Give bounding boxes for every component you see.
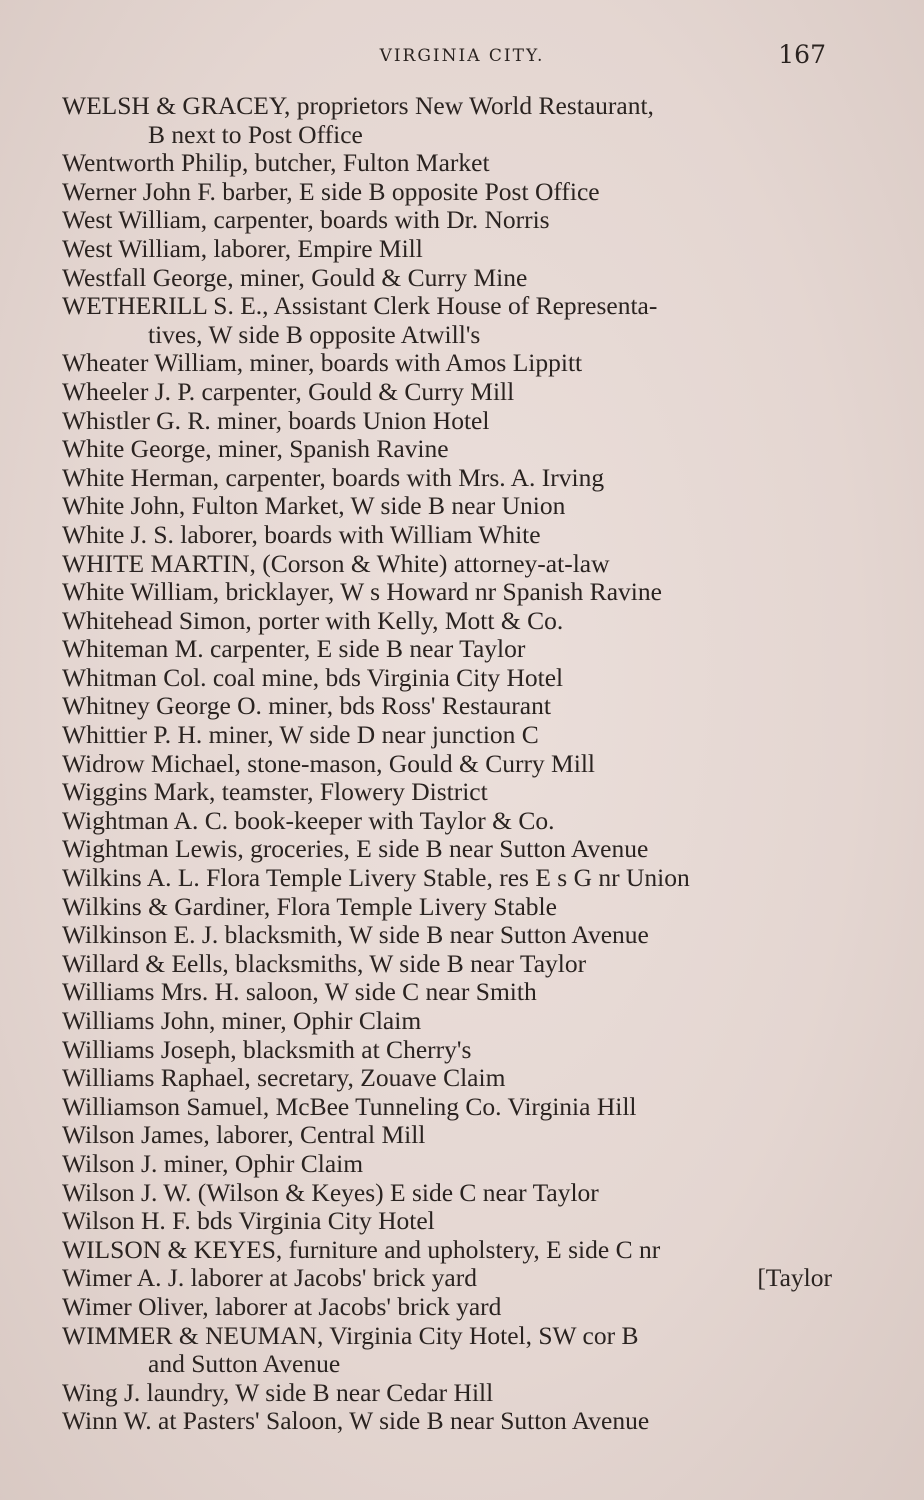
directory-entry: WIMMER & NEUMAN, Virginia City Hotel, SW cor B bbox=[62, 1320, 639, 1350]
directory-entry: WETHERILL S. E., Assistant Clerk House of Representa- bbox=[62, 291, 658, 321]
directory-entry: Whitman Col. coal mine, bds Virginia City Hotel bbox=[62, 662, 564, 692]
directory-entry-continuation: B next to Post Office bbox=[148, 119, 363, 149]
directory-entry: West William, carpenter, boards with Dr. Norris bbox=[62, 205, 550, 235]
directory-entry: Wilson H. F. bds Virginia City Hotel bbox=[62, 1206, 435, 1236]
directory-entry: Wheater William, miner, boards with Amos Lippitt bbox=[62, 348, 583, 378]
directory-entry: Wilkins & Gardiner, Flora Temple Livery Stable bbox=[62, 891, 557, 921]
directory-entry: Whittier P. H. miner, W side D near junction C bbox=[62, 720, 539, 750]
directory-entry: Werner John F. barber, E side B opposite Post Office bbox=[62, 176, 600, 206]
running-head: VIRGINIA CITY. bbox=[379, 46, 545, 66]
directory-entry-text: Wimer A. J. laborer at Jacobs' brick yard bbox=[62, 1263, 477, 1293]
directory-entry: White John, Fulton Market, W side B near Union bbox=[62, 491, 566, 521]
directory-entry: Williams Mrs. H. saloon, W side C near Smith bbox=[62, 977, 537, 1007]
directory-entry: Williams Raphael, secretary, Zouave Claim bbox=[62, 1063, 506, 1093]
page-header bbox=[0, 40, 924, 74]
directory-entry: Winn W. at Pasters' Saloon, W side B near Sutton Avenue bbox=[62, 1406, 650, 1436]
directory-entry: West William, laborer, Empire Mill bbox=[62, 233, 423, 263]
carryover-word: [Taylor bbox=[757, 1263, 832, 1293]
directory-entry: White J. S. laborer, boards with William White bbox=[62, 519, 541, 549]
directory-entry: Williams John, miner, Ophir Claim bbox=[62, 1006, 422, 1035]
directory-entry: Williamson Samuel, McBee Tunneling Co. Virginia Hill bbox=[62, 1091, 637, 1121]
directory-entry: Wimer Oliver, laborer at Jacobs' brick yard bbox=[62, 1291, 502, 1321]
directory-entry: Whitney George O. miner, bds Ross' Restaurant bbox=[62, 691, 551, 721]
directory-entry: Whitehead Simon, porter with Kelly, Mott & Co. bbox=[62, 605, 564, 635]
directory-entry: WILSON & KEYES, furniture and upholstery, E side C nr bbox=[62, 1234, 661, 1264]
directory-entry: Wilkinson E. J. blacksmith, W side B near Sutton Avenue bbox=[62, 920, 649, 950]
directory-entry: White Herman, carpenter, boards with Mrs. A. Irving bbox=[62, 462, 605, 492]
directory-entry: Wing J. laundry, W side B near Cedar Hill bbox=[62, 1377, 494, 1407]
directory-entry-continuation: and Sutton Avenue bbox=[148, 1349, 341, 1379]
directory-entry: Wilson J. miner, Ophir Claim bbox=[62, 1148, 364, 1178]
directory-entry: White George, miner, Spanish Ravine bbox=[62, 434, 449, 464]
directory-entry: Wheeler J. P. carpenter, Gould & Curry Mill bbox=[62, 376, 515, 406]
directory-entry-with-carryover bbox=[62, 1264, 832, 1293]
directory-entry: Wiggins Mark, teamster, Flowery District bbox=[62, 777, 488, 807]
directory-entry: Wilson J. W. (Wilson & Keyes) E side C near Taylor bbox=[62, 1177, 599, 1207]
directory-entry: Williams Joseph, blacksmith at Cherry's bbox=[62, 1034, 472, 1064]
directory-entry: Willard & Eells, blacksmiths, W side B near Taylor bbox=[62, 948, 587, 978]
directory-entry: Wightman Lewis, groceries, E side B near Sutton Avenue bbox=[62, 834, 649, 864]
directory-entry: Westfall George, miner, Gould & Curry Mine bbox=[62, 262, 528, 292]
directory-entry: Wilson James, laborer, Central Mill bbox=[62, 1120, 426, 1150]
directory-entry: WELSH & GRACEY, proprietors New World Restaurant, bbox=[62, 91, 654, 120]
directory-entry: Wightman A. C. book-keeper with Taylor & Co. bbox=[62, 805, 555, 835]
directory-entry: Widrow Michael, stone-mason, Gould & Curry Mill bbox=[62, 748, 595, 778]
directory-entry: Wentworth Philip, butcher, Fulton Market bbox=[62, 148, 490, 178]
directory-entry: White William, bricklayer, W s Howard nr Spanish Ravine bbox=[62, 577, 662, 607]
directory-entry: WHITE MARTIN, (Corson & White) attorney-at-law bbox=[62, 548, 610, 578]
page-number: 167 bbox=[778, 40, 826, 69]
directory-entry: Whistler G. R. miner, boards Union Hotel bbox=[62, 405, 490, 435]
directory-entries bbox=[62, 92, 832, 1436]
directory-entry: Wilkins A. L. Flora Temple Livery Stable, res E s G nr Union bbox=[62, 863, 690, 893]
directory-entry-continuation: tives, W side B opposite Atwill's bbox=[148, 319, 481, 349]
directory-entry: Whiteman M. carpenter, E side B near Taylor bbox=[62, 634, 526, 664]
